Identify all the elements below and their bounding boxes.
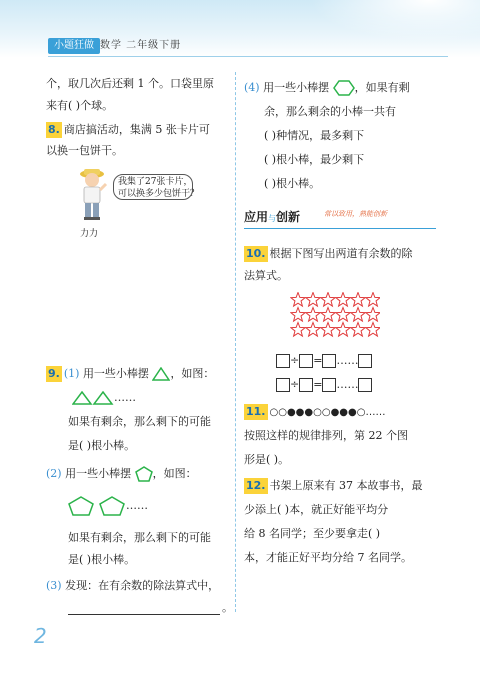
q9-part1-q1: 如果有剩余，那么剩下的可能 xyxy=(68,415,211,428)
header-decoration xyxy=(310,0,480,42)
book-badge: 小题狂做 xyxy=(48,38,100,54)
q9-number: 9. xyxy=(48,367,60,380)
page-number: 2 xyxy=(34,624,47,648)
star-icon xyxy=(306,293,320,307)
q9-part2-text: 用一些小棒摆 xyxy=(65,467,132,480)
eq2-remainder-box[interactable] xyxy=(358,378,372,392)
q11-line-3: 形是( )。 xyxy=(244,453,290,466)
q9-part4-text: 用一些小棒摆 xyxy=(263,81,330,94)
q9-part1-q2: 是( )根小棒。 xyxy=(68,439,136,452)
eq2-dividend-box[interactable] xyxy=(276,378,290,392)
q9-part1-label: (1) xyxy=(63,367,80,380)
eq1-div-sign: ÷ xyxy=(290,354,300,367)
q9-part4-line-4: ( )根小棒，最少剩下 xyxy=(264,153,365,166)
q10-number: 10. xyxy=(246,247,266,260)
section-rule xyxy=(244,228,436,229)
star-icon xyxy=(321,323,335,337)
person-name: 力力 xyxy=(80,229,99,239)
star-icon xyxy=(351,308,365,322)
star-icon xyxy=(351,293,365,307)
q8-number: 8. xyxy=(48,123,60,136)
q11-line-2: 按照这样的规律排列，第 22 个图 xyxy=(244,429,408,442)
eq2-divisor-box[interactable] xyxy=(299,378,313,392)
equation-row-1 xyxy=(276,354,372,368)
eq2-eq-sign: = xyxy=(313,378,323,391)
q12-text-1: 书架上原来有 37 本故事书，最 xyxy=(269,479,423,492)
star-icon xyxy=(336,293,350,307)
q8-text-1: 商店搞活动，集满 5 张卡片可 xyxy=(63,123,210,136)
q9-part4-line-2: 余，那么剩余的小棒一共有 xyxy=(264,105,396,118)
q9-part4-line-3: ( )种情况，最多剩下 xyxy=(264,129,365,142)
q9-part3-text: 发现：在有余数的除法算式中， xyxy=(65,579,220,592)
section-title-a: 应用 xyxy=(244,210,269,224)
star-icon xyxy=(366,308,380,322)
q9-part2-dots: …… xyxy=(126,499,148,512)
star-grid xyxy=(290,292,380,340)
q9-part3-label: (3) xyxy=(46,579,62,592)
q9-part2-figure xyxy=(68,496,148,516)
q10-line-1 xyxy=(244,246,413,262)
star-icon xyxy=(336,323,350,337)
cont-line-2: 来有( )个球。 xyxy=(46,99,114,112)
book-title: 数学 二年级下册 xyxy=(100,40,182,51)
q12-line-1 xyxy=(244,478,423,494)
q11-number: 11. xyxy=(246,405,266,418)
section-title-c: 创新 xyxy=(276,210,301,224)
q9-part3-line xyxy=(46,578,219,594)
star-icon xyxy=(366,323,380,337)
q11-line-1 xyxy=(244,404,385,421)
pentagon-icon xyxy=(135,466,153,482)
star-icon xyxy=(306,308,320,322)
q10-text-1: 根据下图写出两道有余数的除 xyxy=(269,247,413,260)
eq1-eq-sign: = xyxy=(313,354,323,367)
star-icon xyxy=(306,323,320,337)
q9-part3-answer-line[interactable] xyxy=(68,614,220,615)
q9-part4-label: (4) xyxy=(244,81,260,94)
star-icon xyxy=(291,293,305,307)
section-title-b: 与 xyxy=(268,214,277,223)
eq1-rem-dots: …… xyxy=(336,354,359,367)
q9-part1-suffix: ，如图： xyxy=(170,367,215,380)
q9-part1-figure xyxy=(72,390,136,406)
eq2-quotient-box[interactable] xyxy=(322,378,336,392)
q12-line-3: 给 8 名同学；至少要拿走( ) xyxy=(244,527,381,540)
cont-line-1: 个，取几次后还剩 1 个。口袋里原 xyxy=(46,77,214,90)
q9-part1-text: 用一些小棒摆 xyxy=(82,367,149,380)
star-icon xyxy=(336,308,350,322)
column-divider xyxy=(235,72,236,612)
q9-part2-q2: 是( )根小棒。 xyxy=(68,553,136,566)
eq2-rem-dots: …… xyxy=(336,378,359,391)
section-slogan: 常以致用，熟能创新 xyxy=(324,210,387,218)
q10-line-2: 法算式。 xyxy=(244,269,288,282)
eq2-div-sign: ÷ xyxy=(290,378,300,391)
star-icon xyxy=(291,323,305,337)
q9-part4-line-5: ( )根小棒。 xyxy=(264,177,321,190)
q9-part4-line xyxy=(244,80,410,96)
q9-part4-suffix: ，如果有剩 xyxy=(354,81,410,94)
q8-line-2: 以换一包饼干。 xyxy=(46,144,123,157)
bubble-line-2: 可以换多少包饼干？ xyxy=(118,189,200,199)
star-icon xyxy=(321,308,335,322)
q9-part1-dots: …… xyxy=(114,391,136,404)
bubble-line-1: 我集了27张卡片， xyxy=(118,177,193,187)
header-rule xyxy=(48,56,448,57)
two-triangles-icon xyxy=(72,391,114,405)
equation-row-2 xyxy=(276,378,372,392)
q9-part3-end: 。 xyxy=(222,601,233,614)
q9-part2-line xyxy=(46,466,197,482)
q9-part1-line xyxy=(46,366,214,382)
eq1-quotient-box[interactable] xyxy=(322,354,336,368)
q12-number: 12. xyxy=(246,479,266,492)
q9-part2-suffix: ，如图： xyxy=(152,467,197,480)
q11-sequence: ○○●●●○○●●●○…… xyxy=(269,407,386,418)
boy-illustration xyxy=(72,166,112,224)
two-pentagons-icon xyxy=(68,496,126,516)
q9-part2-label: (2) xyxy=(46,467,62,480)
eq1-remainder-box[interactable] xyxy=(358,354,372,368)
star-icon xyxy=(366,293,380,307)
star-icon xyxy=(291,308,305,322)
star-icon xyxy=(321,293,335,307)
q12-line-2: 少添上( )本，就正好能平均分 xyxy=(244,503,389,516)
eq1-divisor-box[interactable] xyxy=(299,354,313,368)
q8-line-1 xyxy=(46,122,210,138)
q12-line-4: 本，才能正好平均分给 7 名同学。 xyxy=(244,551,412,564)
hexagon-icon xyxy=(333,80,355,96)
section-banner xyxy=(244,206,434,228)
q9-part2-q1: 如果有剩余，那么剩下的可能 xyxy=(68,531,211,544)
triangle-icon xyxy=(152,367,170,381)
eq1-dividend-box[interactable] xyxy=(276,354,290,368)
star-icon xyxy=(351,323,365,337)
speech-bubble xyxy=(113,174,200,200)
